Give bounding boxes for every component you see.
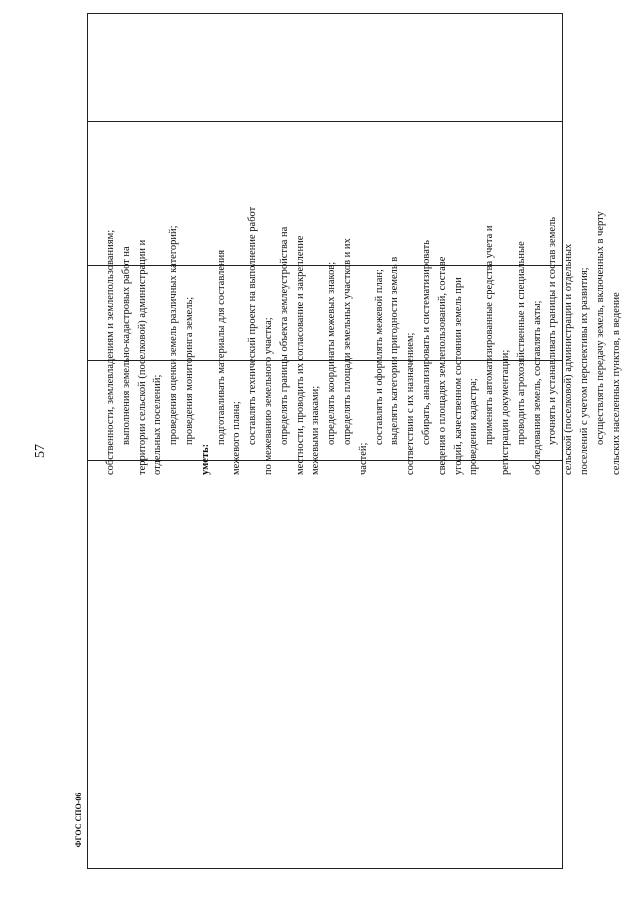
text-line: по межеванию земельного участка; (262, 317, 274, 475)
text-line: проведения оценки земель различных категорий; (168, 225, 180, 445)
text-line: территории сельской (поселковой) администрации и (136, 239, 148, 475)
text-line: составлять и оформлять межевой план; (373, 269, 385, 445)
text-line: проведения мониторинга земель; (183, 296, 195, 445)
text-line: применять автоматизированные средства учета и (484, 225, 496, 445)
text-line: сельской (поселковой) администрации и отдельных (563, 243, 575, 475)
text-line: проводить агрохозяйственные и специальные (515, 241, 527, 445)
text-line: поселений с учетом перспективы их развития; (578, 267, 590, 475)
text-line: сведения о площадях землепользований, составе (436, 256, 448, 475)
text-line: отдельных поселений; (152, 374, 164, 475)
text-line: собирать, анализировать и систематизировать (420, 240, 432, 445)
text-line: межевыми знаками; (310, 385, 322, 475)
text-line: местности, проводить их согласование и закрепление (294, 235, 306, 475)
text-line: выделять категории пригодности земель в (389, 256, 401, 445)
text-line: межевого плана; (231, 401, 243, 475)
text-line: сельских населенных пунктов, в ведение (610, 292, 622, 475)
document-footer (72, 790, 86, 850)
text-line: осуществлять передачу земель, включенных в черту (594, 211, 606, 445)
text-line: уметь: (199, 443, 211, 475)
text-line: собственности, землевладениям и землепользованиям; (105, 229, 116, 475)
text-line: определять координаты межевых знаков; (326, 261, 338, 445)
text-line: определять границы объекта землеустройства на (278, 226, 290, 445)
text-line: подготавливать материалы для составления (215, 249, 227, 445)
text-line: угодий, качественном состоянии земель при (452, 277, 464, 475)
footer-label: ФГОС СПО-06 (74, 792, 83, 848)
text-line: частей; (357, 442, 369, 475)
competency-description-cell (103, 0, 622, 475)
text-line: составлять технический проект на выполнение работ (247, 206, 259, 445)
text-line: уточнять и устанавливать границы и состав земель (547, 216, 559, 445)
page-number: 57 (33, 444, 48, 458)
text-line: соответствии с их назначением; (405, 332, 417, 475)
text-line: обследования земель, составлять акты; (531, 300, 543, 475)
text-line: выполнения земельно-кадастровых работ на (120, 246, 132, 445)
text-line: определять площади земельных участков и их (341, 238, 353, 445)
text-line: проведении кадастра; (468, 378, 480, 475)
text-line: регистрации документации; (499, 349, 511, 475)
